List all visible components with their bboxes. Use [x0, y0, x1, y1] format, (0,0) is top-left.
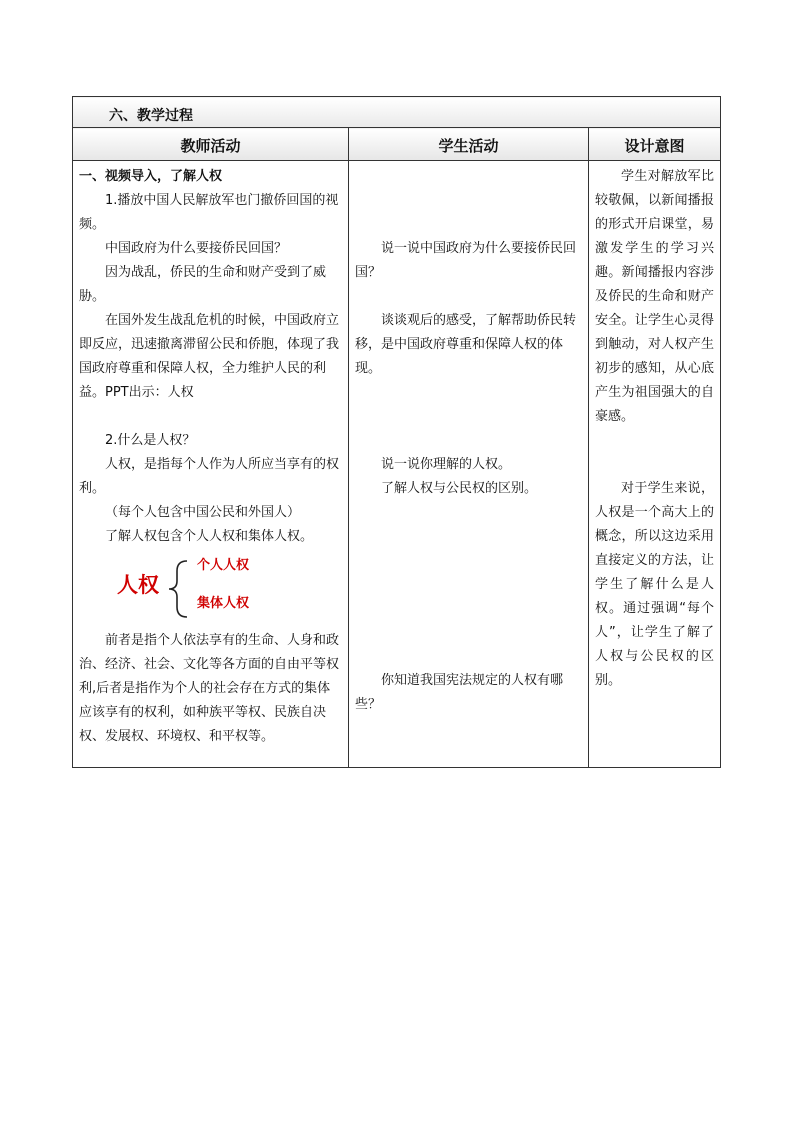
header-teacher-activity: 教师活动 [180, 137, 241, 155]
header-student-activity: 学生活动 [438, 137, 499, 155]
teacher-para-7: （每个人包含中国公民和外国人） [105, 505, 301, 520]
header-design-intent: 设计意图 [624, 137, 685, 155]
teacher-para-5: 2.什么是人权？ [105, 433, 196, 448]
intent-para-1: 学生对解放军比较敬佩，以新闻播报的形式开启课堂，易激发学生的学习兴趣。新闻播报内容涉及侨民的生命和财产安全。让学生心灵得到触动，对人权产生初步的感知，从心底产生为祖国强大的自豪感。 [595, 169, 715, 424]
section-title-row [73, 97, 721, 128]
teacher-para-6: 人权，是指每个人作为人所应当享有的权利。 [79, 457, 340, 496]
teacher-para-4: 在国外发生战乱危机的时候，中国政府立即反应，迅速撤离滞留公民和侨胞，体现了我国政府尊重和保障人权，全力维护人民的利益。PPT出示：人权 [79, 313, 340, 400]
brace-icon [167, 559, 191, 619]
diagram-main-label: 人权 [117, 573, 159, 597]
content-row [73, 161, 721, 768]
student-para-4: 了解人权与公民权的区别。 [381, 481, 538, 496]
student-activity-cell [349, 161, 589, 768]
teacher-para-2: 中国政府为什么要接侨民回国？ [105, 241, 288, 256]
teacher-para-3: 因为战乱，侨民的生命和财产受到了威胁。 [79, 265, 327, 304]
student-para-2: 谈谈观后的感受，了解帮助侨民转移，是中国政府尊重和保障人权的体现。 [355, 313, 577, 376]
intent-para-2: 对于学生来说，人权是一个高大上的概念，所以这边采用直接定义的方法，让学生了解什么是人权。通过强调“每个人”，让学生了解了人权与公民权的区别。 [595, 481, 715, 688]
part1-title: 一、视频导入，了解人权 [79, 169, 223, 184]
student-para-1: 说一说中国政府为什么要接侨民回国？ [355, 241, 577, 280]
diagram-item-collective: 集体人权 [197, 596, 250, 611]
teaching-process-table [72, 96, 721, 768]
teacher-para-8: 了解人权包含个人人权和集体人权。 [105, 529, 314, 544]
lesson-page [72, 96, 720, 768]
human-rights-diagram [79, 549, 342, 629]
student-para-5: 你知道我国宪法规定的人权有哪些？ [355, 673, 564, 712]
header-row [73, 128, 721, 161]
teacher-para-1: 1.播放中国人民解放军也门撤侨回国的视频。 [79, 193, 339, 232]
section-title: 六、教学过程 [109, 108, 193, 124]
diagram-item-individual: 个人人权 [197, 558, 250, 573]
design-intent-cell [589, 161, 721, 768]
teacher-para-9: 前者是指个人依法享有的生命、人身和政治、经济、社会、文化等各方面的自由平等权利,后者是指作为个人的社会存在方式的集体应该享有的权利，如种族平等权、民族自决权、发展权、环境权、和平权等。 [79, 633, 340, 744]
teacher-activity-cell [73, 161, 349, 768]
student-para-3: 说一说你理解的人权。 [381, 457, 512, 472]
